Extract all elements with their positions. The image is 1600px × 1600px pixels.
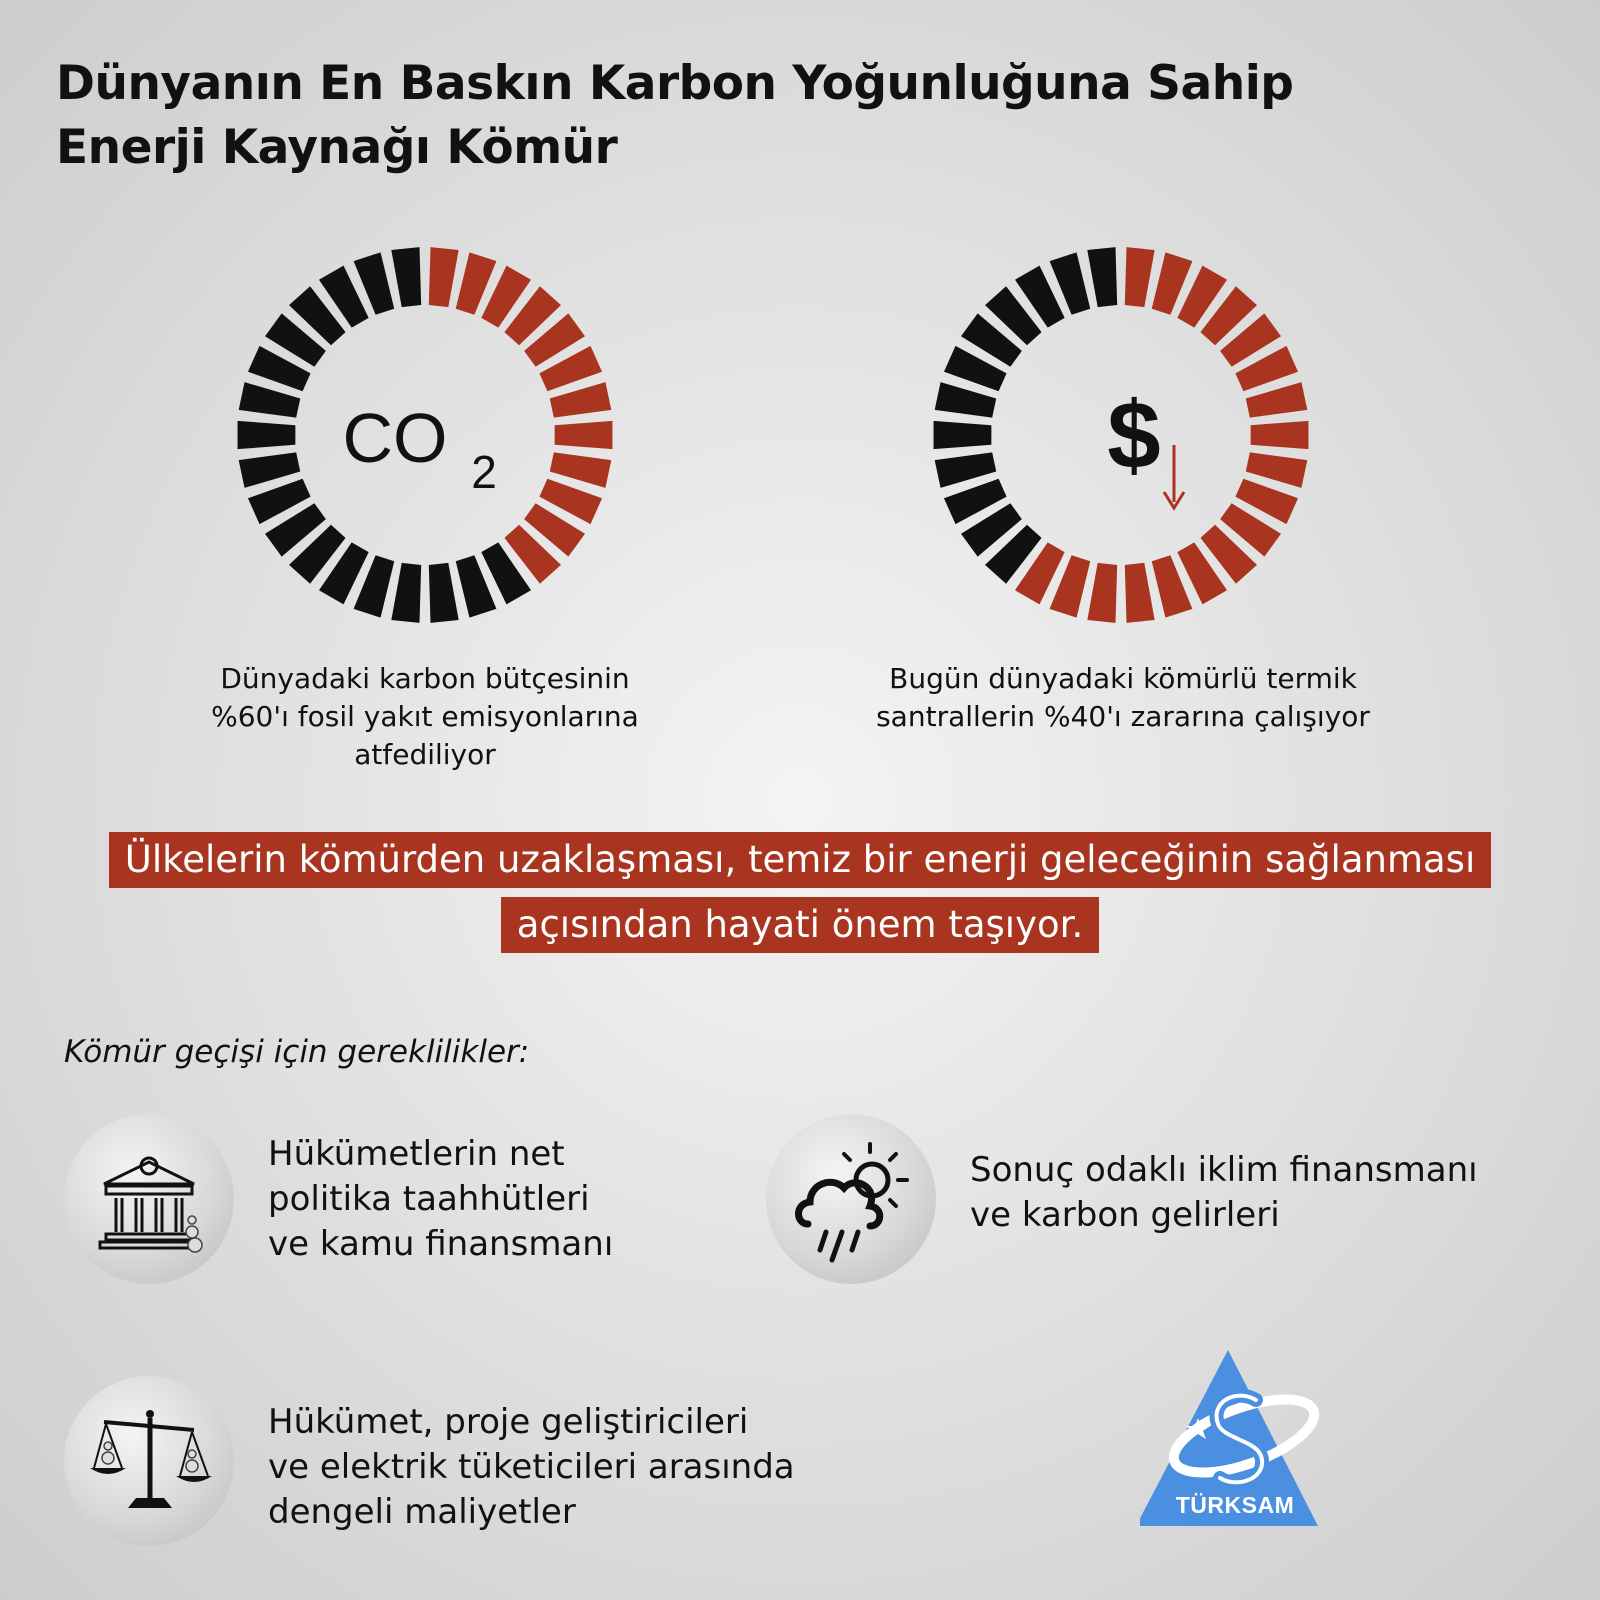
- ring-segment-accent: [550, 452, 612, 487]
- caption-line: %60'ı fosil yakıt emisyonlarına: [211, 700, 639, 733]
- page-title-line-1: Dünyanın En Baskın Karbon Yoğunluğuna Sahip: [56, 56, 1294, 111]
- ring-segment-accent: [1125, 563, 1155, 623]
- ring-segment-accent: [550, 382, 612, 417]
- page-title: [56, 52, 1456, 180]
- ring-segment-dark: [391, 563, 421, 623]
- ring-segment-dark: [239, 452, 301, 487]
- co2-caption: [160, 660, 690, 774]
- ring-segment-accent: [1125, 247, 1155, 307]
- ring-segment-accent: [1246, 452, 1308, 487]
- ring-segment-dark: [239, 382, 301, 417]
- co2-segment-ring: [230, 240, 620, 630]
- ring-segment-accent: [555, 421, 613, 449]
- caption-line: Dünyadaki karbon bütçesinin: [220, 662, 630, 695]
- highlight-banner: [0, 832, 1600, 888]
- requirements-heading: Kömür geçişi için gereklilikler:: [64, 1034, 530, 1070]
- scales-icon: [64, 1376, 234, 1546]
- ring-segment-dark: [238, 421, 296, 449]
- banner-line-2: açısından hayati önem taşıyor.: [501, 897, 1099, 953]
- cost-segment-ring: [926, 240, 1316, 630]
- ring-segment-dark: [935, 452, 997, 487]
- requirement-line: dengeli maliyetler: [268, 1492, 576, 1532]
- requirement-text: [268, 1400, 795, 1535]
- requirement-text: [970, 1148, 1478, 1238]
- weather-icon: [766, 1114, 936, 1284]
- caption-line: santrallerin %40'ı zararına çalışıyor: [876, 700, 1370, 733]
- page-title-line-2: Enerji Kaynağı Kömür: [56, 120, 618, 175]
- requirement-icon-circle: [64, 1114, 234, 1284]
- ring-segment-accent: [1087, 563, 1117, 623]
- caption-line: Bugün dünyadaki kömürlü termik: [889, 662, 1357, 695]
- ring-segment-dark: [935, 382, 997, 417]
- ring-segment-dark: [391, 247, 421, 307]
- ring-segment-dark: [1087, 247, 1117, 307]
- ring-segment-dark: [429, 563, 459, 623]
- requirement-icon-circle: [766, 1114, 936, 1284]
- requirement-line: ve elektrik tüketicileri arasında: [268, 1447, 795, 1487]
- ring-segment-dark: [934, 421, 992, 449]
- down-arrow-icon: [1164, 445, 1184, 508]
- logo-text: TÜRKSAM: [1175, 1492, 1295, 1518]
- cost-caption: [838, 660, 1408, 736]
- dollar-symbol: $: [1107, 382, 1161, 489]
- requirement-line: ve karbon gelirleri: [970, 1195, 1280, 1235]
- co2-symbol: CO: [342, 399, 448, 477]
- ring-segment-accent: [429, 247, 459, 307]
- requirement-line: Hükümetlerin net: [268, 1134, 565, 1174]
- requirement-icon-circle: [64, 1376, 234, 1546]
- requirement-line: Hükümet, proje geliştiricileri: [268, 1402, 749, 1442]
- co2-subscript: 2: [471, 446, 497, 498]
- requirement-text: [268, 1132, 613, 1267]
- requirement-line: Sonuç odaklı iklim finansmanı: [970, 1150, 1478, 1190]
- highlight-banner-2: [0, 897, 1600, 953]
- banner-line-1: Ülkelerin kömürden uzaklaşması, temiz bir enerji geleceğinin sağlanması: [109, 832, 1491, 888]
- bank-icon: [64, 1114, 234, 1284]
- co2-gauge: [230, 240, 620, 630]
- requirement-line: politika taahhütleri: [268, 1179, 590, 1219]
- caption-line: atfediliyor: [354, 738, 496, 771]
- requirement-line: ve kamu finansmanı: [268, 1224, 614, 1264]
- cost-gauge: [926, 240, 1316, 630]
- ring-segment-accent: [1251, 421, 1309, 449]
- ring-segment-accent: [1246, 382, 1308, 417]
